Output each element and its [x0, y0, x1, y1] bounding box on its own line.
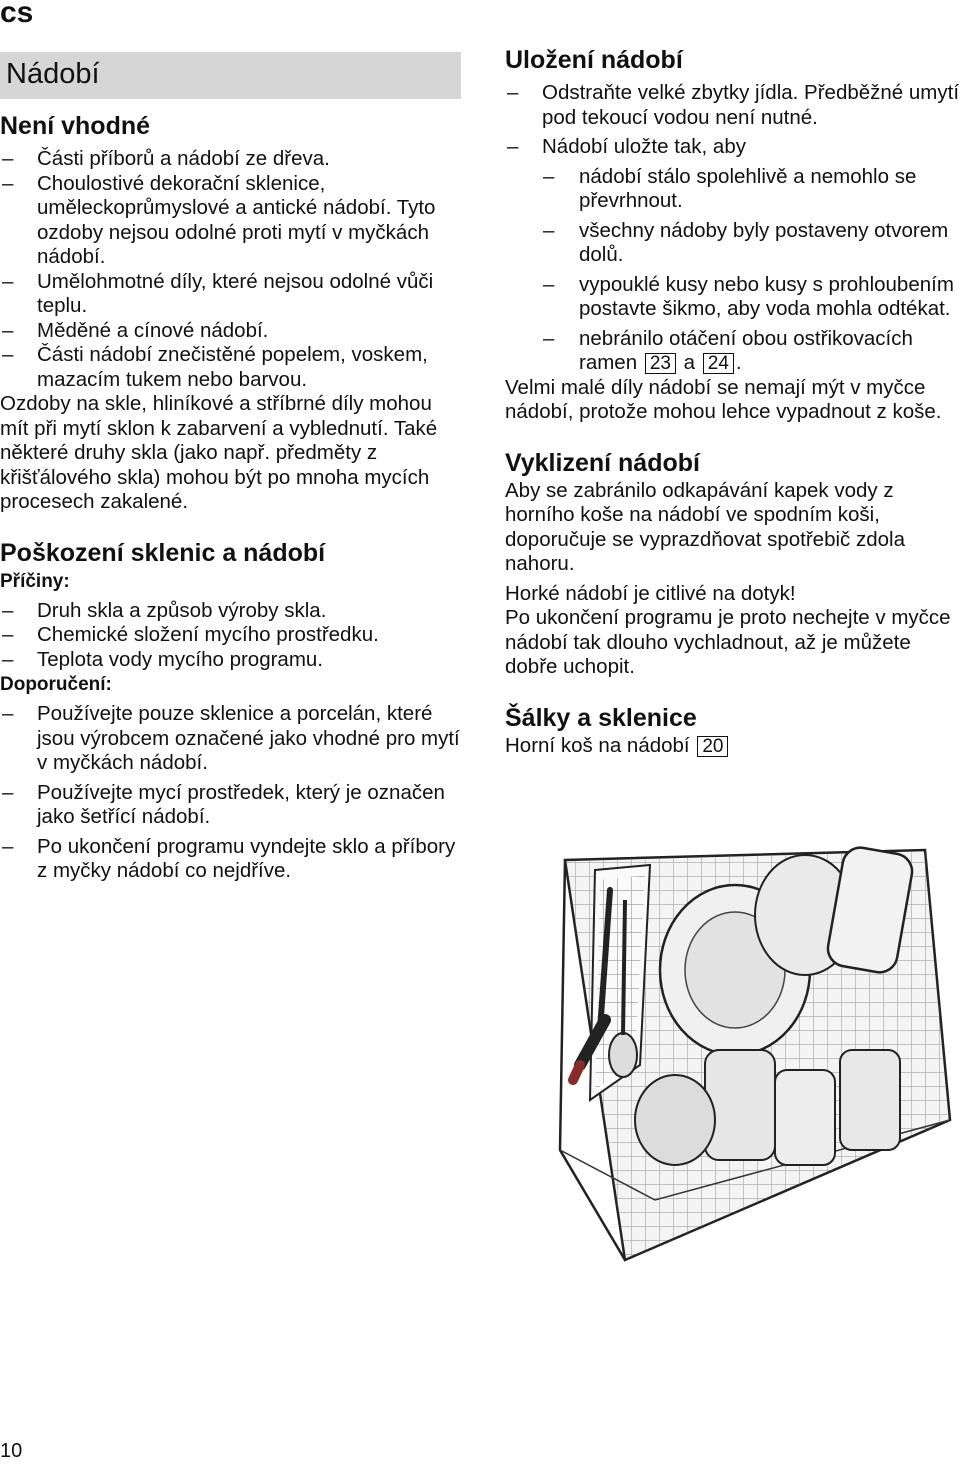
subitem-text: nebránilo otáčení obou ostřikovacích ramen — [579, 326, 913, 374]
part-number-24: 24 — [703, 353, 734, 374]
heading-damage: Poškození sklenic a nádobí — [0, 538, 326, 567]
page-number: 10 — [0, 1440, 23, 1462]
conjunction: a — [683, 351, 696, 374]
right-column — [505, 44, 960, 758]
loading-list — [505, 81, 960, 376]
part-number-20: 20 — [697, 736, 728, 757]
paragraph-unload-2: Horké nádobí je citlivé na dotyk! — [505, 581, 796, 605]
paragraph-unload-1: Aby se zabránilo odkapávání kapek vody z horního koše na nádobí ve spodním koši, doporučuje se vyprazdňovat spotřebič zdola nahoru. — [505, 478, 905, 575]
list-item: – Části příborů a nádobí ze dřeva. — [0, 147, 465, 172]
language-code: cs — [0, 0, 34, 29]
list-subitem — [505, 327, 960, 376]
causes-list — [0, 599, 465, 673]
list-subitem: – vypouklé kusy nebo kusy s prohloubením postavte šikmo, aby voda mohla odtékat. — [505, 273, 960, 322]
recommend-list — [0, 702, 465, 884]
heading-unloading: Vyklizení nádobí — [505, 448, 700, 477]
list-item: – Používejte mycí prostředek, který je označen jako šetřící nádobí. — [0, 781, 465, 830]
list-item: – Nádobí uložte tak, aby — [505, 135, 960, 160]
list-item: – Části nádobí znečistěné popelem, voskem, mazacím tukem nebo barvou. — [0, 343, 465, 392]
section-header-bar — [0, 52, 461, 99]
paragraph-decorations: Ozdoby na skle, hliníkové a stříbrné díly mohou mít při mytí sklon k zabarvení a vyblednutí. Také některé druhy skla (jako např. předměty z křišťálového skla) mohou být po mnoha mycích procesech zakalené. — [0, 392, 438, 513]
list-item: – Chemické složení mycího prostředku. — [0, 623, 465, 648]
upper-basket-illustration — [505, 820, 960, 1275]
list-item: – Používejte pouze sklenice a porcelán, které jsou výrobcem označené jako vhodné pro mytí v myčkách nádobí. — [0, 702, 465, 776]
heading-loading: Uložení nádobí — [505, 46, 683, 74]
list-item: – Umělohmotné díly, které nejsou odolné vůči teplu. — [0, 270, 465, 319]
paragraph-unload-3: Po ukončení programu je proto nechejte v myčce nádobí tak dlouho vychladnout, až je můžete dobře uchopit. — [505, 606, 951, 678]
not-suitable-list — [0, 147, 465, 392]
list-item: – Po ukončení programu vyndejte sklo a příbory z myčky nádobí co nejdříve. — [0, 835, 465, 884]
period: . — [735, 351, 742, 374]
list-item: – Choulostivé dekorační sklenice, uměleckoprůmyslové a antické nádobí. Tyto ozdoby nejsou odolné proti mytí v myčkách nádobí. — [0, 172, 465, 270]
list-item: – Teplota vody mycího programu. — [0, 648, 465, 673]
list-item: – Odstraňte velké zbytky jídla. Předběžné umytí pod tekoucí vodou není nutné. — [505, 81, 960, 130]
causes-label: Příčiny: — [0, 570, 70, 592]
cups-text: Horní koš na nádobí — [505, 733, 690, 757]
left-column — [0, 110, 465, 884]
list-item: – Druh skla a způsob výroby skla. — [0, 599, 465, 624]
list-subitem: – nádobí stálo spolehlivě a nemohlo se převrhnout. — [505, 165, 960, 214]
cups-caption — [505, 734, 960, 759]
heading-not-suitable: Není vhodné — [0, 112, 151, 140]
list-subitem: – všechny nádoby byly postaveny otvorem dolů. — [505, 219, 960, 268]
part-number-23: 23 — [645, 353, 676, 374]
recommend-label: Doporučení: — [0, 674, 112, 695]
heading-cups: Šálky a sklenice — [505, 703, 697, 732]
section-title: Nádobí — [6, 58, 100, 90]
list-item: – Měděné a cínové nádobí. — [0, 319, 465, 344]
paragraph-small-parts: Velmi malé díly nádobí se nemají mýt v myčce nádobí, protože mohou lehce vypadnout z koše. — [505, 375, 942, 423]
